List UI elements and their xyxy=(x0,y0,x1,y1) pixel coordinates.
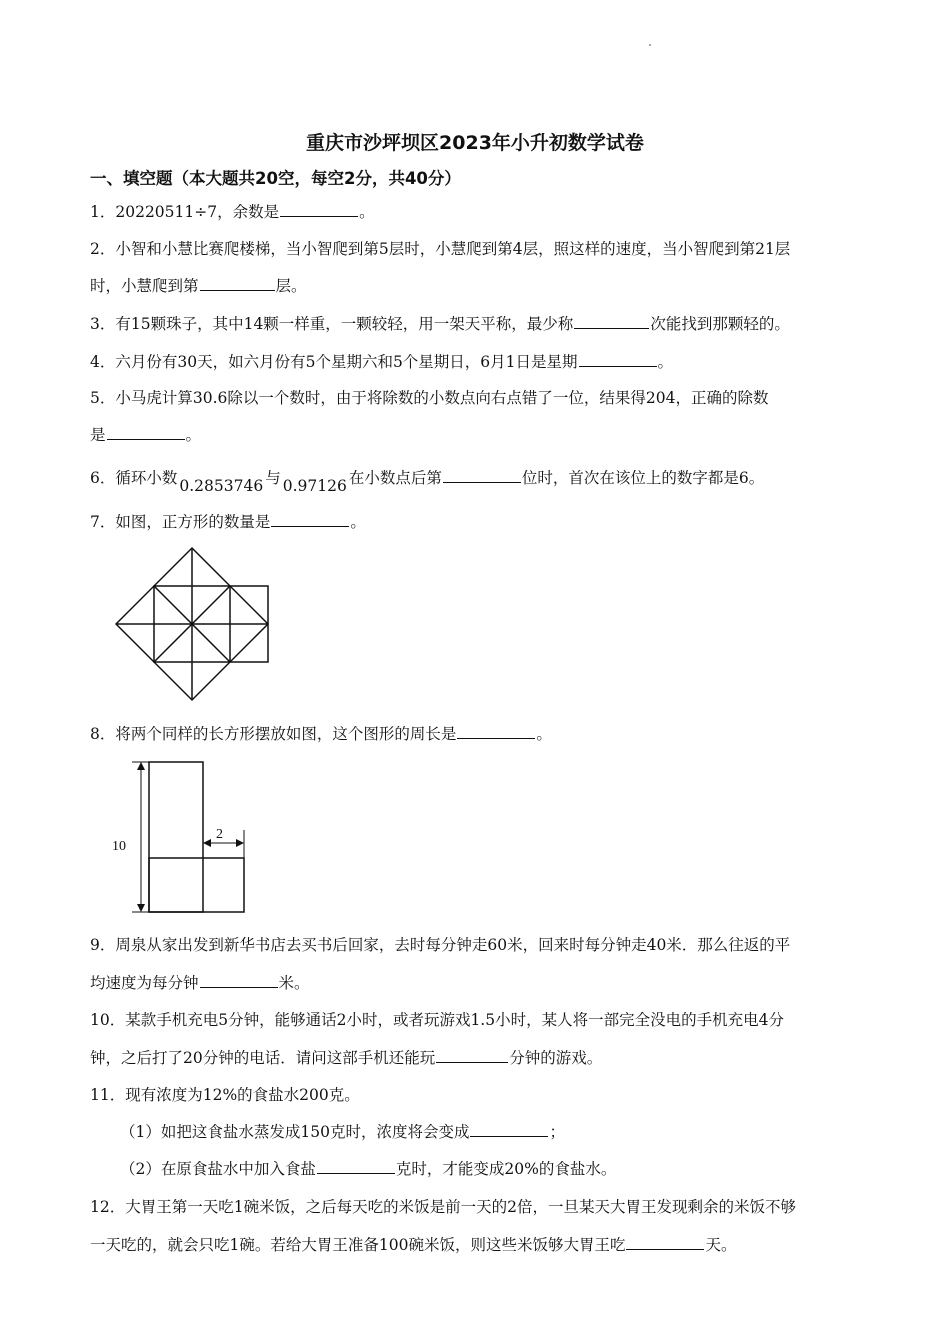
question-12-cont: 一天吃的，就会只吃1碗。若给大胃王准备100碗米饭，则这些米饭够大胃王吃 天。 xyxy=(90,1236,737,1254)
answer-blank[interactable] xyxy=(626,1234,704,1250)
question-8: 8．将两个同样的长方形摆放如图，这个图形的周长是 。 xyxy=(90,725,552,743)
rectangles-figure xyxy=(108,757,250,917)
question-7: 7．如图，正方形的数量是 。 xyxy=(90,513,366,531)
answer-blank[interactable] xyxy=(317,1158,395,1174)
question-11: 11．现有浓度为12%的食盐水200克。 xyxy=(90,1086,360,1104)
question-11-part-2: （2）在原食盐水中加入食盐 克时，才能变成20%的食盐水。 xyxy=(120,1160,617,1178)
answer-blank[interactable] xyxy=(280,201,358,217)
question-4: 4．六月份有30天，如六月份有5个星期六和5个星期日，6月1日是星期 。 xyxy=(90,353,674,371)
question-10: 10．某款手机充电5分钟，能够通话2小时，或者玩游戏1.5小时，某人将一部完全没电的手机充电4分 xyxy=(90,1011,784,1029)
question-5-cont: 是 。 xyxy=(90,426,202,444)
question-11-part-1: （1）如把这食盐水蒸发成150克时，浓度将会变成 ； xyxy=(120,1123,565,1141)
page-title: 重庆市沙坪坝区2023年小升初数学试卷 xyxy=(306,132,644,154)
question-2: 2．小智和小慧比赛爬楼梯，当小智爬到第5层时，小慧爬到第4层，照这样的速度，当小智爬到第21层 xyxy=(90,240,791,258)
answer-blank[interactable] xyxy=(579,351,657,367)
answer-blank[interactable] xyxy=(443,467,521,483)
section-heading: 一、填空题（本大题共20空，每空2分，共40分） xyxy=(90,169,461,188)
question-12: 12．大胃王第一天吃1碗米饭，之后每天吃的米饭是前一天的2倍，一旦某天大胃王发现剩余的米饭不够 xyxy=(90,1198,796,1216)
tall-rectangle xyxy=(149,762,203,912)
page-dot xyxy=(649,44,651,46)
width-label: 2 xyxy=(216,827,223,842)
answer-blank[interactable] xyxy=(271,511,349,527)
question-5: 5．小马虎计算30.6除以一个数时，由于将除数的小数点向右点错了一位，结果得204，正确的除数 xyxy=(90,389,769,407)
flat-rectangle xyxy=(149,858,244,912)
question-1: 1．20220511÷7，余数是 。 xyxy=(90,203,375,221)
answer-blank[interactable] xyxy=(436,1047,508,1063)
answer-blank[interactable] xyxy=(574,313,649,329)
height-label: 10 xyxy=(112,839,126,854)
answer-blank[interactable] xyxy=(457,723,535,739)
answer-blank[interactable] xyxy=(200,275,275,291)
answer-blank[interactable] xyxy=(200,972,278,988)
question-2-cont: 时，小慧爬到第 层。 xyxy=(90,277,307,295)
answer-blank[interactable] xyxy=(470,1121,548,1137)
question-10-cont: 钟，之后打了20分钟的电话．请问这部手机还能玩 分钟的游戏。 xyxy=(90,1049,603,1067)
repeating-decimal-1: 0.2853746 xyxy=(179,477,264,495)
squares-figure xyxy=(112,545,274,703)
question-9: 9．周泉从家出发到新华书店去买书后回家，去时每分钟走60米，回来时每分钟走40米．那么往返的平 xyxy=(90,936,791,954)
answer-blank[interactable] xyxy=(107,424,185,440)
question-9-cont: 均速度为每分钟 米。 xyxy=(90,974,310,992)
question-6: 6．循环小数 0.2853746 与 0.97126 在小数点后第 位时，首次在该位上的数字都是6。 xyxy=(90,469,765,495)
question-3: 3．有15颗珠子，其中14颗一样重，一颗较轻，用一架天平称，最少称 次能找到那颗轻的。 xyxy=(90,315,790,333)
repeating-decimal-2: 0.97126 xyxy=(282,477,347,495)
